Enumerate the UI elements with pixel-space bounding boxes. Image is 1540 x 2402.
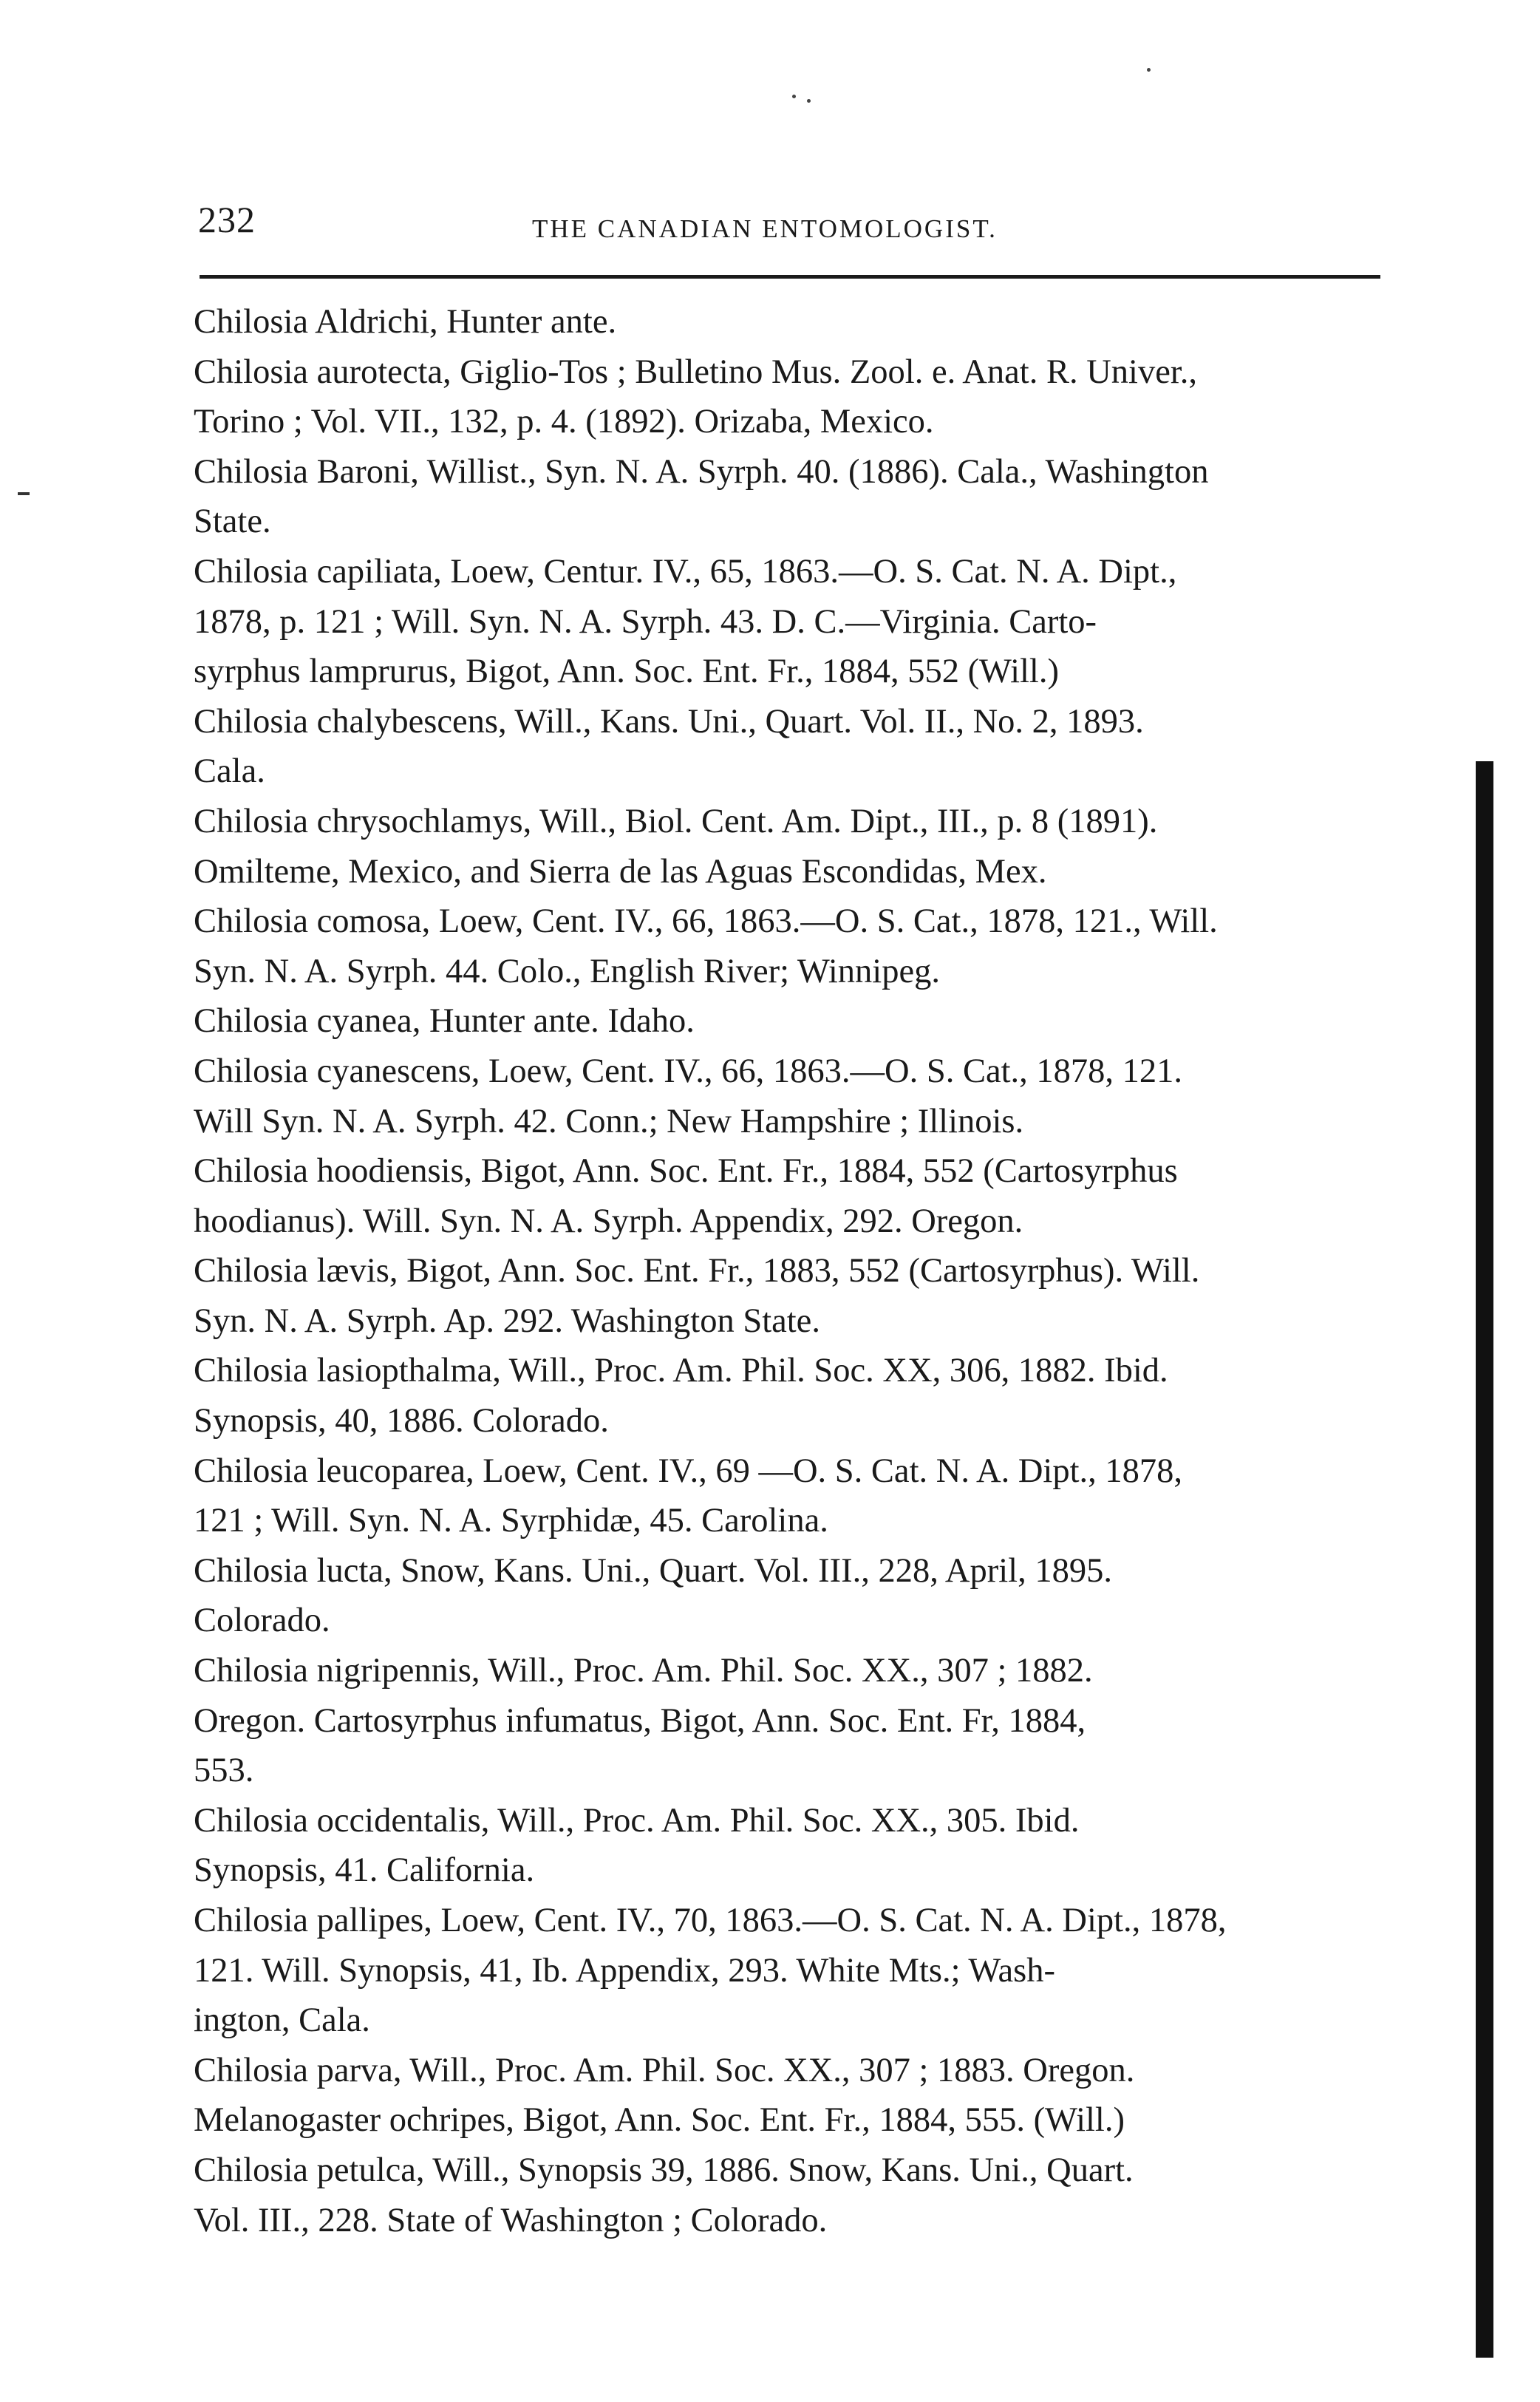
entry-line: Syn. N. A. Syrph. Ap. 292. Washington State. bbox=[194, 1302, 820, 1340]
species-entry bbox=[194, 1047, 1435, 1146]
entry-line: Chilosia pallipes, Loew, Cent. IV., 70, 1863.—O. S. Cat. N. A. Dipt., 1878, bbox=[194, 1902, 1227, 1939]
entry-line: Chilosia comosa, Loew, Cent. IV., 66, 1863.—O. S. Cat., 1878, 121., Will. bbox=[194, 902, 1218, 941]
scan-speck bbox=[1147, 68, 1151, 72]
entry-line: Chilosia chalybescens, Will., Kans. Uni., Quart. Vol. II., No. 2, 1893. bbox=[194, 702, 1144, 741]
entry-line: Chilosia occidentalis, Will., Proc. Am. Phil. Soc. XX., 305. Ibid. bbox=[194, 1801, 1080, 1840]
entry-line: 553. bbox=[194, 1752, 254, 1790]
species-entry bbox=[194, 447, 1435, 547]
species-entry bbox=[194, 1646, 1435, 1796]
entry-line: Syn. N. A. Syrph. 44. Colo., English River; Winnipeg. bbox=[194, 952, 940, 990]
entry-line: Chilosia leucoparea, Loew, Cent. IV., 69 —O. S. Cat. N. A. Dipt., 1878, bbox=[194, 1452, 1183, 1490]
entry-line: Will Syn. N. A. Syrph. 42. Conn.; New Hampshire ; Illinois. bbox=[194, 1102, 1024, 1140]
entry-line: Chilosia lævis, Bigot, Ann. Soc. Ent. Fr., 1883, 552 (Cartosyrphus). Will. bbox=[194, 1252, 1200, 1290]
entry-line: Omilteme, Mexico, and Sierra de las Aguas Escondidas, Mex. bbox=[194, 852, 1047, 891]
entry-line: Chilosia petulca, Will., Synopsis 39, 1886. Snow, Kans. Uni., Quart. bbox=[194, 2151, 1134, 2189]
scan-edge-bar bbox=[1476, 761, 1493, 2358]
scan-speck bbox=[792, 95, 796, 98]
entry-line: Chilosia aurotecta, Giglio-Tos ; Bulletino Mus. Zool. e. Anat. R. Univer., bbox=[194, 353, 1198, 391]
species-entry bbox=[194, 2046, 1435, 2146]
entry-line: 1878, p. 121 ; Will. Syn. N. A. Syrph. 43. D. C.—Virginia. Carto- bbox=[194, 602, 1097, 641]
species-entry bbox=[194, 1246, 1435, 1346]
page-number: 232 bbox=[198, 199, 256, 240]
entry-line: Chilosia cyanescens, Loew, Cent. IV., 66, 1863.—O. S. Cat., 1878, 121. bbox=[194, 1052, 1183, 1090]
entry-line: 121. Will. Synopsis, 41, Ib. Appendix, 293. White Mts.; Wash- bbox=[194, 1951, 1055, 1990]
species-entry bbox=[194, 1896, 1435, 2046]
species-entry bbox=[194, 547, 1435, 697]
scan-margin-mark bbox=[18, 492, 30, 495]
species-entry bbox=[194, 2146, 1435, 2245]
entry-line: Vol. III., 228. State of Washington ; Colorado. bbox=[194, 2201, 828, 2239]
entry-line: syrphus lamprurus, Bigot, Ann. Soc. Ent. Fr., 1884, 552 (Will.) bbox=[194, 653, 1059, 691]
entry-line: Chilosia chrysochlamys, Will., Biol. Cent. Am. Dipt., III., p. 8 (1891). bbox=[194, 802, 1158, 840]
entry-line: State. bbox=[194, 503, 271, 541]
entry-line: Chilosia Aldrichi, Hunter ante. bbox=[194, 303, 617, 341]
species-entry bbox=[194, 1796, 1435, 1896]
species-list bbox=[194, 297, 1435, 2245]
entry-line: Chilosia capiliata, Loew, Centur. IV., 65, 1863.—O. S. Cat. N. A. Dipt., bbox=[194, 552, 1177, 591]
species-entry bbox=[194, 996, 1435, 1047]
entry-line: Chilosia lucta, Snow, Kans. Uni., Quart. Vol. III., 228, April, 1895. bbox=[194, 1551, 1112, 1590]
entry-line: Synopsis, 41. California. bbox=[194, 1851, 535, 1890]
entry-line: Chilosia Baroni, Willist., Syn. N. A. Syrph. 40. (1886). Cala., Washington bbox=[194, 452, 1209, 491]
entry-line: Cala. bbox=[194, 752, 265, 791]
species-entry bbox=[194, 297, 1435, 347]
species-entry bbox=[194, 1346, 1435, 1446]
header-rule bbox=[200, 275, 1380, 279]
entry-line: Oregon. Cartosyrphus infumatus, Bigot, Ann. Soc. Ent. Fr, 1884, bbox=[194, 1701, 1086, 1740]
species-entry bbox=[194, 347, 1435, 447]
scan-speck bbox=[807, 99, 811, 103]
species-entry bbox=[194, 1446, 1435, 1546]
entry-line: Synopsis, 40, 1886. Colorado. bbox=[194, 1402, 609, 1440]
species-entry bbox=[194, 697, 1435, 797]
species-entry bbox=[194, 797, 1435, 897]
entry-line: Torino ; Vol. VII., 132, p. 4. (1892). Orizaba, Mexico. bbox=[194, 403, 934, 441]
species-entry bbox=[194, 897, 1435, 996]
entry-line: Chilosia hoodiensis, Bigot, Ann. Soc. Ent. Fr., 1884, 552 (Cartosyrphus bbox=[194, 1152, 1178, 1191]
running-head: THE CANADIAN ENTOMOLOGIST. bbox=[532, 214, 998, 243]
entry-line: ington, Cala. bbox=[194, 2001, 370, 2040]
entry-line: hoodianus). Will. Syn. N. A. Syrph. Appendix, 292. Oregon. bbox=[194, 1202, 1023, 1240]
entry-line: Chilosia cyanea, Hunter ante. Idaho. bbox=[194, 1002, 695, 1041]
entry-line: 121 ; Will. Syn. N. A. Syrphidæ, 45. Carolina. bbox=[194, 1502, 828, 1540]
entry-line: Chilosia lasiopthalma, Will., Proc. Am. Phil. Soc. XX, 306, 1882. Ibid. bbox=[194, 1352, 1168, 1390]
entry-line: Chilosia nigripennis, Will., Proc. Am. Phil. Soc. XX., 307 ; 1882. bbox=[194, 1652, 1093, 1690]
entry-line: Melanogaster ochripes, Bigot, Ann. Soc. Ent. Fr., 1884, 555. (Will.) bbox=[194, 2101, 1125, 2140]
entry-line: Chilosia parva, Will., Proc. Am. Phil. Soc. XX., 307 ; 1883. Oregon. bbox=[194, 2051, 1135, 2089]
entry-line: Colorado. bbox=[194, 1602, 330, 1640]
species-entry bbox=[194, 1546, 1435, 1646]
species-entry bbox=[194, 1146, 1435, 1246]
